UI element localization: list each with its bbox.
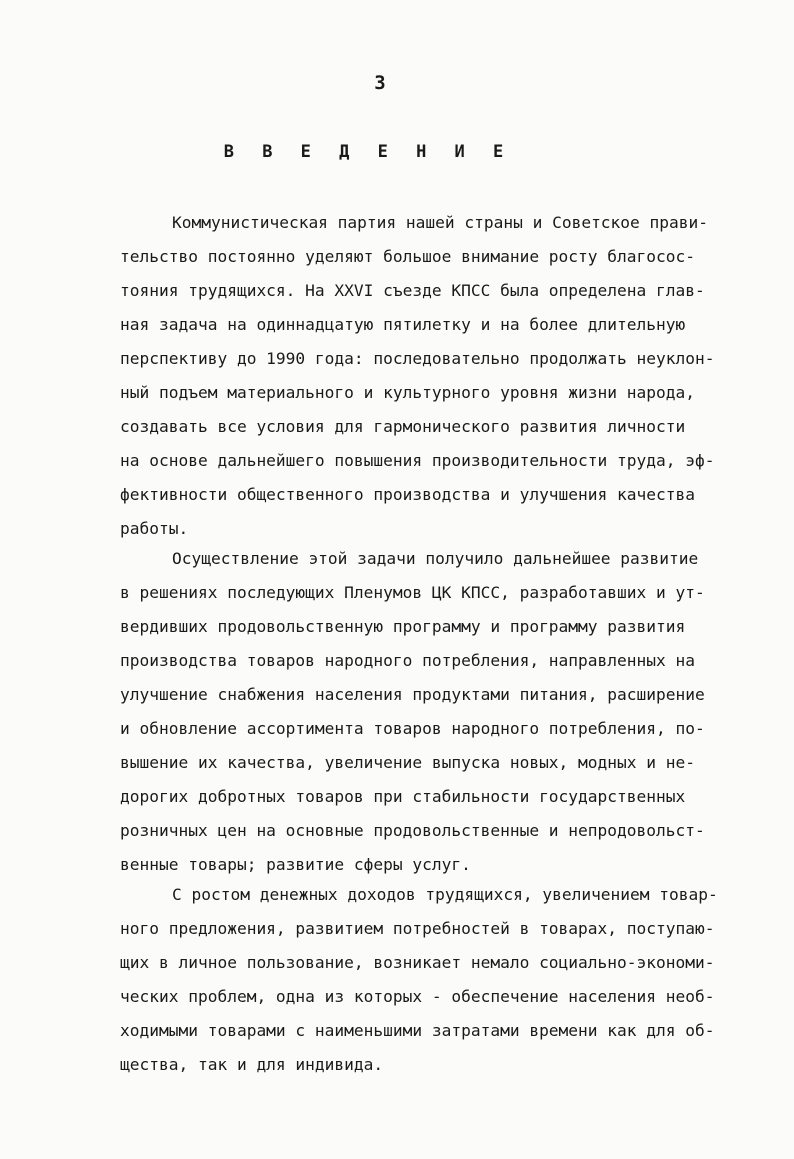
- page-number: 3: [374, 72, 386, 94]
- text-line: улучшение снабжения населения продуктами питания, расширение: [120, 685, 705, 704]
- text-line: работы.: [120, 519, 189, 538]
- text-line: тояния трудящихся. На XXVI съезде КПСС была определена глав-: [120, 281, 705, 300]
- text-line: в решениях последующих Пленумов ЦК КПСС, разработавших и ут-: [120, 583, 705, 602]
- text-line: вышение их качества, увеличение выпуска новых, модных и не-: [120, 753, 695, 772]
- text-line: Осуществление этой задачи получило дальнейшее развитие: [172, 549, 699, 568]
- text-line: перспективу до 1990 года: последовательно продолжать неуклон-: [120, 349, 715, 368]
- text-line: ная задача на одиннадцатую пятилетку и на более длительную: [120, 315, 686, 334]
- text-line: ческих проблем, одна из которых - обеспечение населения необ-: [120, 987, 715, 1006]
- text-line: на основе дальнейшего повышения производительности труда, эф-: [120, 451, 715, 470]
- text-line: щих в личное пользование, возникает немало социально-экономи-: [120, 953, 715, 972]
- text-line: производства товаров народного потребления, направленных на: [120, 651, 695, 670]
- text-line: и обновление ассортимента товаров народного потребления, по-: [120, 719, 705, 738]
- section-heading: В В Е Д Е Н И Е: [223, 142, 513, 162]
- paragraph-3: [120, 878, 760, 1082]
- text-line: щества, так и для индивида.: [120, 1055, 384, 1074]
- text-line: тельство постоянно уделяют большое внимание росту благосос-: [120, 247, 695, 266]
- text-line: фективности общественного производства и улучшения качества: [120, 485, 695, 504]
- text-line: дорогих добротных товаров при стабильности государственных: [120, 787, 686, 806]
- text-line: создавать все условия для гармонического развития личности: [120, 417, 686, 436]
- text-line: С ростом денежных доходов трудящихся, увеличением товар-: [172, 885, 718, 904]
- paragraph-2: [120, 542, 760, 882]
- paragraph-1: [120, 206, 760, 546]
- text-line: ный подъем материального и культурного уровня жизни народа,: [120, 383, 695, 402]
- text-line: Коммунистическая партия нашей страны и Советское прави-: [172, 213, 709, 232]
- text-line: ходимыми товарами с наименьшими затратами времени как для об-: [120, 1021, 715, 1040]
- text-line: розничных цен на основные продовольственные и непродовольст-: [120, 821, 705, 840]
- text-line: ного предложения, развитием потребностей в товарах, поступаю-: [120, 919, 715, 938]
- text-line: венные товары; развитие сферы услуг.: [120, 855, 471, 874]
- text-line: вердивших продовольственную программу и программу развития: [120, 617, 686, 636]
